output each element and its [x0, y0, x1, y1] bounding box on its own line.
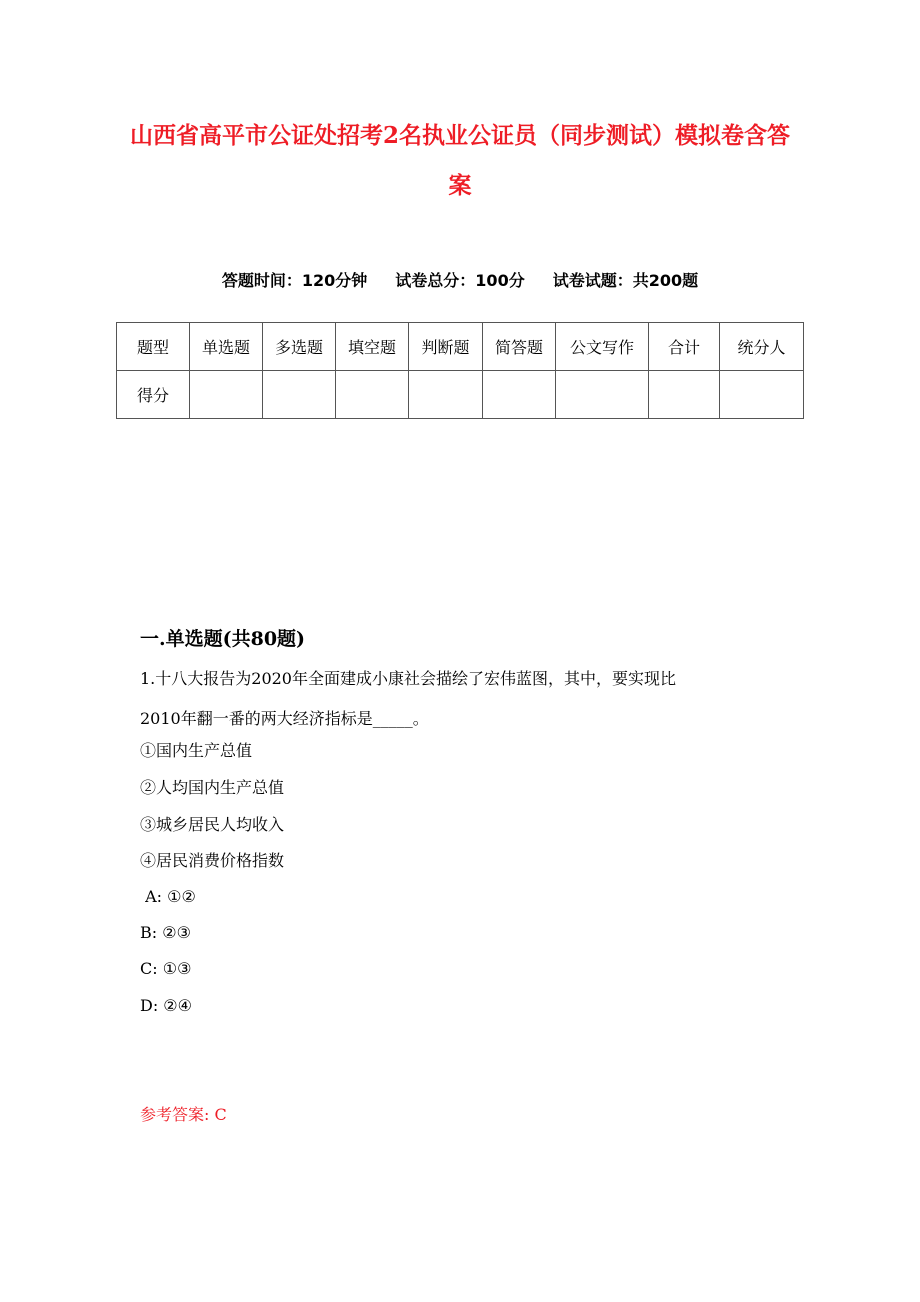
- score-table-header-row: [117, 323, 804, 371]
- header-cell-total: 合计: [649, 323, 720, 371]
- exam-info: [0, 270, 920, 292]
- exam-time: 答题时间：120分钟: [221, 271, 368, 290]
- header-cell-official-writing: 公文写作: [556, 323, 649, 371]
- question-stem-line-1: 1.十八大报告为2020年全面建成小康社会描绘了宏伟蓝图，其中，要实现比: [140, 669, 676, 688]
- document-title-line-2: 案: [448, 172, 472, 199]
- question-item: ②人均国内生产总值: [140, 778, 285, 797]
- score-cell: [649, 371, 720, 419]
- option-c: C: ①③: [140, 959, 192, 978]
- score-table-score-row: [117, 371, 804, 419]
- header-cell-fill-blank: 填空题: [336, 323, 409, 371]
- score-row-label: 得分: [117, 371, 190, 419]
- header-cell-single-choice: 单选题: [190, 323, 263, 371]
- score-cell: [556, 371, 649, 419]
- score-cell: [720, 371, 804, 419]
- score-cell: [336, 371, 409, 419]
- option-b: B: ②③: [140, 923, 191, 942]
- exam-total-score: 试卷总分：100分: [395, 271, 525, 290]
- score-cell: [483, 371, 556, 419]
- exam-question-count: 试卷试题：共200题: [552, 271, 699, 290]
- score-cell: [263, 371, 336, 419]
- header-cell-multiple-choice: 多选题: [263, 323, 336, 371]
- header-cell-short-answer: 简答题: [483, 323, 556, 371]
- question-stem-line-2: 2010年翻一番的两大经济指标是_____。: [140, 709, 429, 728]
- option-a: A: ①②: [140, 887, 196, 906]
- score-cell: [409, 371, 483, 419]
- question-item: ③城乡居民人均收入: [140, 815, 285, 834]
- header-cell-scorer: 统分人: [720, 323, 804, 371]
- header-cell-true-false: 判断题: [409, 323, 483, 371]
- option-d: D: ②④: [140, 996, 192, 1015]
- header-cell-type: 题型: [117, 323, 190, 371]
- document-title-line-1: 山西省高平市公证处招考2名执业公证员（同步测试）模拟卷含答: [129, 122, 790, 149]
- question-item: ①国内生产总值: [140, 741, 253, 760]
- score-cell: [190, 371, 263, 419]
- section-heading: 一.单选题(共80题): [140, 628, 306, 650]
- question-item: ④居民消费价格指数: [140, 851, 285, 870]
- score-table: [116, 322, 804, 419]
- reference-answer: 参考答案: C: [140, 1105, 227, 1124]
